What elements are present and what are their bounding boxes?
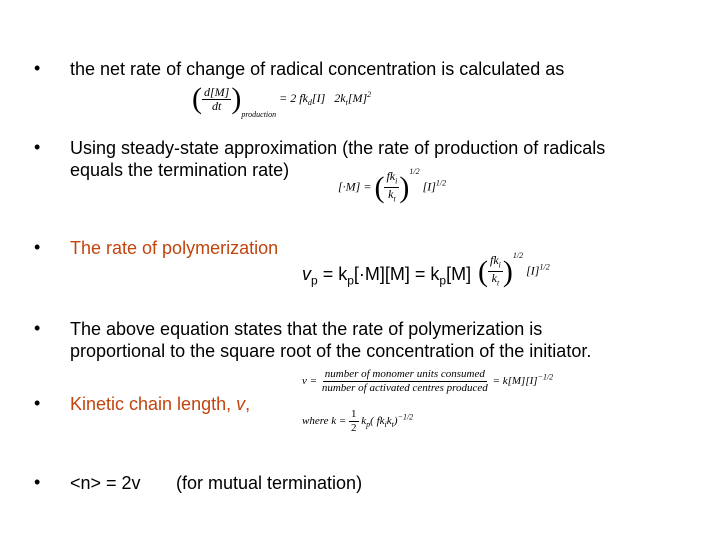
equation-steady-state: [·M] = ( $\frac{fk_i}{k_t}$ )$^{1/2}$ $[I]^{1/2}$: [338, 166, 447, 204]
eq3-num: fk: [490, 253, 499, 267]
eq2-tail-exp: 1/2: [435, 178, 447, 188]
bullet-marker: •: [34, 318, 41, 338]
bullet-4-line-2: proportional to the square root of the concentration of the initiator.: [70, 341, 592, 361]
eq5-num: 1: [351, 408, 357, 420]
eq5-rhs3: k: [386, 415, 392, 428]
eq1-term: 2k: [334, 90, 346, 105]
eq4-rhs: = k[M][I]: [492, 375, 538, 388]
rate-eq-mid-sub: p: [347, 273, 354, 288]
bullet-4-line-1: The above equation states that the rate of polymerization is: [70, 319, 543, 339]
eq1-term-sub: t: [345, 98, 348, 108]
rate-eq-end: [M]: [446, 264, 472, 284]
eq3-tail: [I]: [526, 263, 540, 278]
eq3-exp: 1/2: [512, 250, 524, 260]
bullet-5-label: Kinetic chain length,: [70, 394, 237, 414]
eq5-rhs2-sub: i: [384, 420, 387, 430]
equation-chain-length: [302, 368, 553, 395]
eq1-rhs: = 2 fk: [279, 90, 308, 105]
rate-eq-mid: = k: [317, 264, 348, 284]
bullet-6-note: (for mutual termination): [176, 473, 363, 493]
bullet-6-formula: <n> = 2v: [70, 473, 141, 493]
eq1-denominator: dt: [212, 98, 222, 113]
eq2-den-sub: t: [393, 194, 396, 204]
equation-where-k: [302, 408, 413, 435]
eq4-den: number of activated centres produced: [321, 382, 488, 394]
eq3-den: k: [491, 271, 497, 286]
eq1-rhs2: [I]: [311, 90, 326, 105]
eq4-rhs-exp: −1/2: [537, 372, 554, 382]
equation-net-rate: ( $\frac{d[M]}{dt}$ )$_{production} = 2$ $fk_d[I]$ $2k_t[M]^2$: [192, 82, 372, 120]
bullet-marker: •: [34, 393, 41, 413]
bullet-5-comma: ,: [245, 394, 251, 414]
eq4-lhs: v =: [302, 375, 318, 388]
eq1-subscript: production: [241, 110, 277, 120]
rate-eq-mid2: [·M][M] = k: [353, 264, 440, 284]
bullet-marker: •: [34, 58, 41, 78]
eq1-exp: 2: [367, 89, 372, 99]
bullet-marker: •: [34, 472, 41, 492]
eq1-term2: [M]: [347, 90, 368, 105]
eq5-den: 2: [351, 422, 357, 434]
bullet-3-text: The rate of polymerization: [70, 238, 279, 258]
bullet-marker: •: [34, 137, 41, 157]
eq5-rhs2: ( fk: [370, 415, 385, 428]
eq5-rhs: k: [361, 415, 367, 428]
rate-eq-mid2-sub: p: [439, 273, 447, 288]
eq3-num-sub: i: [498, 260, 501, 270]
bullet-5-text: [70, 393, 250, 415]
eq5-rhs4: ): [393, 415, 398, 428]
bullet-1-text: the net rate of change of radical concentration is calculated as: [70, 59, 565, 79]
eq5-where: where k =: [302, 415, 347, 428]
eq3-tail-exp: 1/2: [539, 262, 550, 272]
equation-rate-factor: ( $\frac{fk_i}{k_t}$ )$^{1/2}$ $[I]^{1/2}$: [478, 250, 550, 288]
bullet-2-line-2: equals the termination rate): [70, 160, 290, 180]
eq2-tail: [I]: [422, 179, 436, 194]
eq1-rhs-sub: d: [307, 98, 312, 108]
eq5-rhs-sub: p: [366, 420, 371, 430]
eq3-den-sub: t: [497, 278, 500, 288]
rate-equation: [302, 264, 471, 288]
eq2-num-sub: i: [395, 176, 398, 186]
eq2-den: k: [388, 187, 394, 202]
eq4-num: number of monomer units consumed: [324, 368, 485, 380]
eq5-exp: −1/2: [397, 412, 414, 422]
eq1-numerator: d[M]: [204, 84, 230, 99]
bullet-marker: •: [34, 237, 41, 257]
eq2-exp: 1/2: [409, 166, 420, 176]
bullet-5-var: v: [236, 394, 246, 414]
eq5-rhs3-sub: t: [391, 420, 394, 430]
rate-symbol: v: [302, 264, 311, 284]
bullet-2-line-1: Using steady-state approximation (the rate of production of radicals: [70, 138, 606, 158]
eq2-num: fk: [386, 169, 396, 183]
rate-symbol-sub: p: [311, 273, 318, 288]
eq2-lhs: [·M] =: [338, 179, 372, 194]
